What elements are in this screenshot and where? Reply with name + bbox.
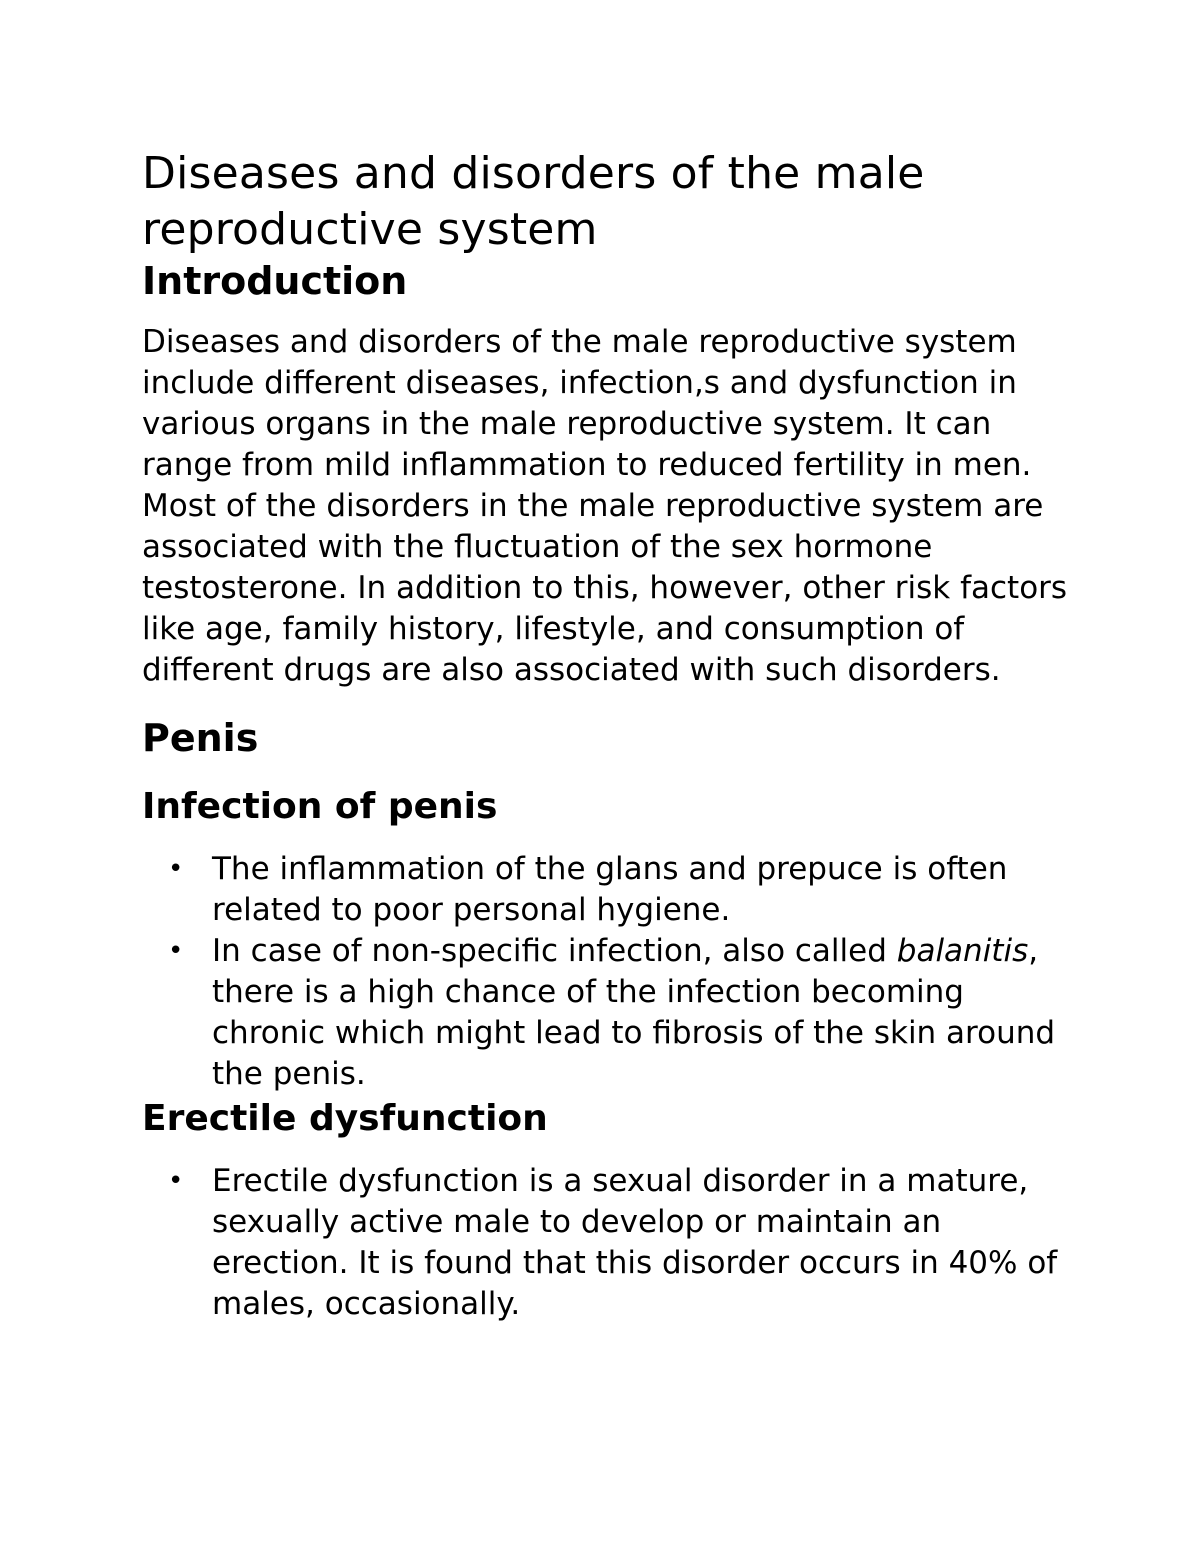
document-page (142, 146, 1072, 1325)
list-item-text: The inflammation of the glans and prepuce is often related to poor personal hygiene. (212, 851, 1008, 928)
erectile-bullet-list (142, 1161, 1072, 1325)
infection-heading: Infection of penis (142, 786, 498, 827)
document-title: Diseases and disorders of the male reproductive system (142, 148, 925, 255)
intro-heading: Introduction (142, 259, 408, 303)
bullet-icon: • (168, 1166, 184, 1196)
erectile-heading: Erectile dysfunction (142, 1098, 548, 1139)
list-item-text-part: In case of non-specific infection, also called (212, 933, 897, 969)
list-item (142, 1161, 1072, 1325)
list-item-text-part: , there is a high chance of the infection becoming chronic which might lead to fibrosis of the skin around the penis. (212, 933, 1056, 1092)
bullet-icon: • (168, 936, 184, 966)
intro-paragraph: Diseases and disorders of the male reproductive system include different diseases, infection,s and dysfunction in various organs in the male reproductive system. It can range from mild inflammation to reduced fertility in men. Most of the disorders in the male reproductive system are associated with the fluctuation of the sex hormone testosterone. In addition to this, however, other risk factors like age, family history, lifestyle, and consumption of different drugs are also associated with such disorders. (142, 324, 1068, 688)
list-item (142, 931, 1072, 1095)
section-heading-penis: Penis (142, 716, 259, 760)
list-item (142, 849, 1072, 931)
bullet-icon: • (168, 854, 184, 884)
emphasized-term: balanitis (896, 933, 1029, 969)
list-item-text: Erectile dysfunction is a sexual disorder in a mature, sexually active male to develop or maintain an erection. It is found that this disorder occurs in 40% of males, occasionally. (212, 1163, 1058, 1322)
infection-bullet-list (142, 849, 1072, 1095)
